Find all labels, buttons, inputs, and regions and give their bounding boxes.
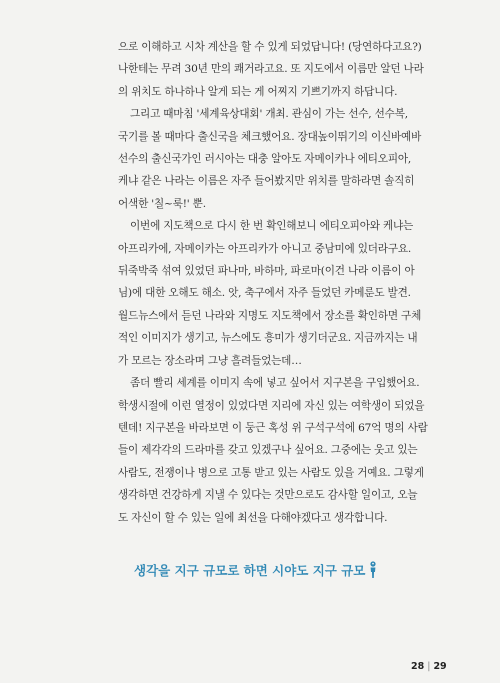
person-icon <box>369 561 377 579</box>
page-number-left: 28 <box>411 661 425 672</box>
body-text <box>118 36 460 529</box>
text-line: 사람도, 전쟁이나 병으로 고통 받고 있는 사람도 있을 거예요. 그렇게 <box>118 466 424 479</box>
text-line: 도 자신이 할 수 있는 일에 최선을 다해야겠다고 생각합니다. <box>118 511 388 524</box>
text-line: 국기를 볼 때마다 출신국을 체크했어요. 장대높이뛰기의 이신바예바 <box>118 130 422 143</box>
page-number <box>411 661 447 672</box>
text-line: 가 모르는 장소라며 그냥 흘려들었는데… <box>118 354 302 367</box>
text-line: 학생시절에 이런 열정이 있었다면 지리에 자신 있는 여학생이 되었을 <box>118 399 425 412</box>
text-line: 아프리카에, 자메이카는 아프리카가 아니고 중남미에 있더라구요. <box>118 242 412 255</box>
page-number-separator: | <box>427 661 431 672</box>
text-line: 님)에 대한 오해도 해소. 앗, 축구에서 자주 들었던 카메룬도 발견. <box>118 287 411 300</box>
text-line: 생각하면 건강하게 지낼 수 있다는 것만으로도 감사할 일이고, 오늘 <box>118 489 418 502</box>
page-number-right: 29 <box>433 661 447 672</box>
text-line: 그리고 때마침 '세계육상대회' 개최. 관심이 가는 선수, 선수복, <box>130 108 408 121</box>
text-line: 으로 이해하고 시차 계산을 할 수 있게 되었답니다! (당연하다고요?) <box>118 41 422 53</box>
section-heading-text: 생각을 지구 규모로 하면 시야도 지구 규모 <box>134 563 366 578</box>
text-line: 뒤죽박죽 섞여 있었던 파나마, 바하마, 파로마(이건 나라 이름이 아 <box>118 265 415 278</box>
text-line: 월드뉴스에서 듣던 나라와 지명도 지도책에서 장소를 확인하면 구체 <box>118 309 422 322</box>
text-line: 나한테는 무려 30년 만의 쾌거라고요. 또 지도에서 이름만 알던 나라 <box>118 63 424 76</box>
section-heading <box>134 561 377 579</box>
text-line: 의 위치도 하나하나 알게 되는 게 어찌지 기쁘기까지 하답니다. <box>118 85 398 98</box>
text-line: 좀더 빨리 세계를 이미지 속에 넣고 싶어서 지구본을 구입했어요. <box>130 377 420 390</box>
text-line: 들이 제각각의 드라마를 갖고 있겠구나 싶어요. 그중에는 웃고 있는 <box>118 444 418 457</box>
text-line: 선수의 출신국가인 러시아는 대충 알아도 자메이카나 에티오피아, <box>118 153 412 166</box>
text-line: 적인 이미지가 생기고, 뉴스에도 흥미가 생기더군요. 지금까지는 내 <box>118 332 418 345</box>
text-line: 이번에 지도책으로 다시 한 번 확인해보니 에티오피아와 케냐는 <box>130 220 414 233</box>
text-line: 텐데! 지구본을 바라보면 이 둥근 혹성 위 구석구석에 67억 명의 사람 <box>118 421 428 434</box>
text-line: 케냐 같은 나라는 이름은 자주 들어봤지만 위치를 말하라면 솔직히 <box>118 175 415 188</box>
text-line: 어색한 '칠~룩!' 뿐. <box>118 197 206 210</box>
